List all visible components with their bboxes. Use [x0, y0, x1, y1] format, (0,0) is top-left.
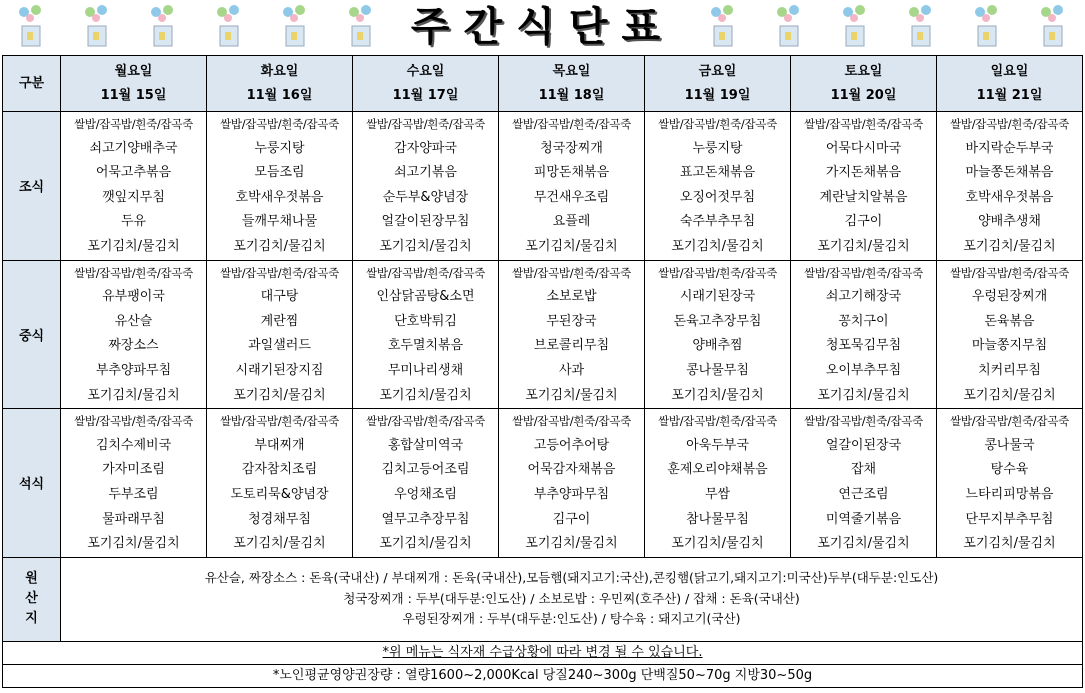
menu-item: 포기김치/물김치 — [817, 238, 910, 254]
dinner-row — [3, 409, 1083, 558]
menu-item: 콩나물국 — [984, 437, 1035, 453]
day-date: 11월 15일 — [100, 87, 167, 103]
menu-item: 시래기된장지짐 — [235, 362, 324, 378]
day-name: 화요일 — [260, 63, 299, 79]
menu-item: 쌀밥/잡곡밥/흰죽/잡곡죽 — [950, 414, 1069, 429]
day-header-thu — [499, 56, 645, 112]
menu-item: 부대찌개 — [254, 437, 305, 453]
menu-item: 쇠고기볶음 — [394, 165, 457, 181]
menu-item: 열무고추장무침 — [381, 511, 470, 527]
menu-item: 사과 — [558, 362, 585, 378]
menu-item: 표고돈채볶음 — [679, 165, 756, 181]
menu-item: 포기김치/물김치 — [87, 387, 180, 403]
menu-item: 양배추생채 — [978, 214, 1041, 230]
menu-item: 두부조림 — [108, 486, 159, 502]
menu-item: 꽁치구이 — [838, 313, 889, 329]
menu-item: 쌀밥/잡곡밥/흰죽/잡곡죽 — [658, 117, 777, 131]
flower-pot-icon — [772, 4, 806, 50]
menu-item: 쌀밥/잡곡밥/흰죽/잡곡죽 — [220, 414, 339, 429]
menu-item: 어묵다시마국 — [825, 140, 902, 156]
menu-item: 양배추찜 — [692, 338, 743, 354]
menu-item: 포기김치/물김치 — [671, 536, 764, 552]
menu-item: 포기김치/물김치 — [525, 387, 618, 403]
menu-item: 오이부추무침 — [825, 362, 902, 378]
menu-item: 김구이 — [552, 511, 591, 527]
menu-item: 포기김치/물김치 — [963, 238, 1056, 254]
menu-item: 쌀밥/잡곡밥/흰죽/잡곡죽 — [512, 414, 631, 429]
menu-item: 청국장찌개 — [540, 140, 603, 156]
menu-item: 순두부&양념장 — [382, 189, 469, 205]
meal-cell — [61, 409, 207, 558]
menu-item: 쌀밥/잡곡밥/흰죽/잡곡죽 — [366, 117, 485, 131]
menu-item: 돈육고추장무침 — [673, 313, 762, 329]
origin-content — [61, 557, 1083, 641]
meal-label: 중식 — [3, 260, 61, 409]
day-header-wed — [353, 56, 499, 112]
menu-item: 쌀밥/잡곡밥/흰죽/잡곡죽 — [804, 265, 923, 280]
menu-item: 콩나물무침 — [686, 362, 749, 378]
nutrition-row — [3, 664, 1083, 687]
menu-item: 대구탕 — [260, 289, 299, 305]
menu-item: 인삼닭곰탕&소면 — [376, 289, 475, 305]
menu-item: 요플레 — [552, 214, 591, 230]
menu-item: 홍합살미역국 — [387, 437, 464, 453]
menu-item: 두유 — [120, 214, 147, 230]
meal-cell — [353, 409, 499, 558]
meal-cell — [207, 112, 353, 261]
meal-cell — [791, 409, 937, 558]
menu-item: 계란찜 — [260, 313, 299, 329]
menu-item: 호두멸치볶음 — [387, 338, 464, 354]
menu-item: 무미나리생채 — [387, 362, 464, 378]
meal-cell — [645, 112, 791, 261]
origin-line: 청국장찌개 : 두부(대두분:인도산) / 소보로밥 : 우민찌(호주산) / 잡채 : 돈육(국내산) — [343, 590, 800, 606]
menu-item: 들깨무채나물 — [241, 214, 318, 230]
menu-item: 어묵고추볶음 — [95, 165, 172, 181]
day-name: 목요일 — [552, 63, 591, 79]
menu-item: 피망돈채볶음 — [533, 165, 610, 181]
menu-item: 포기김치/물김치 — [671, 387, 764, 403]
menu-item: 쌀밥/잡곡밥/흰죽/잡곡죽 — [74, 117, 193, 131]
menu-item: 감자참치조림 — [241, 462, 318, 478]
menu-item: 치커리무침 — [978, 362, 1041, 378]
menu-item: 김구이 — [844, 214, 883, 230]
menu-item: 물파래무침 — [102, 511, 165, 527]
menu-item: 가지돈채볶음 — [825, 165, 902, 181]
origin-label-text: 원산지 — [25, 571, 38, 627]
breakfast-row — [3, 112, 1083, 261]
menu-item: 돈육볶음 — [984, 313, 1035, 329]
menu-item: 쌀밥/잡곡밥/흰죽/잡곡죽 — [220, 117, 339, 131]
menu-item: 도토리묵&양념장 — [230, 486, 329, 502]
menu-item: 아욱두부국 — [686, 437, 749, 453]
menu-item: 과일샐러드 — [248, 338, 311, 354]
menu-item: 마늘쫑돈채볶음 — [965, 165, 1054, 181]
meal-cell — [937, 260, 1083, 409]
origin-row — [3, 557, 1083, 641]
menu-item: 유부팽이국 — [102, 289, 165, 305]
menu-item: 미역줄기볶음 — [825, 511, 902, 527]
menu-item: 훈제오리야채볶음 — [667, 462, 768, 478]
menu-item: 쌀밥/잡곡밥/흰죽/잡곡죽 — [950, 117, 1069, 131]
menu-item: 포기김치/물김치 — [233, 387, 326, 403]
nutrition-note: *노인평균영양권장량 : 열량1600~2,000Kcal 당질240~300g 단백질50~70g 지방30~50g — [3, 664, 1083, 687]
menu-item: 쌀밥/잡곡밥/흰죽/잡곡죽 — [512, 117, 631, 131]
menu-item: 포기김치/물김치 — [817, 536, 910, 552]
menu-item: 포기김치/물김치 — [379, 536, 472, 552]
menu-item: 포기김치/물김치 — [233, 238, 326, 254]
origin-label — [3, 557, 61, 641]
day-header-mon — [61, 56, 207, 112]
day-header-tue — [207, 56, 353, 112]
menu-item: 마늘쫑지무침 — [971, 338, 1048, 354]
menu-table — [2, 55, 1083, 688]
menu-item: 쌀밥/잡곡밥/흰죽/잡곡죽 — [366, 265, 485, 280]
menu-item: 깻잎지무침 — [102, 189, 165, 205]
menu-item: 포기김치/물김치 — [817, 387, 910, 403]
meal-cell — [61, 112, 207, 261]
menu-item: 계란날치알볶음 — [819, 189, 908, 205]
menu-item: 김치고등어조림 — [381, 462, 470, 478]
menu-item: 탕수육 — [990, 462, 1029, 478]
meal-cell — [791, 112, 937, 261]
menu-item: 단호박튀김 — [394, 313, 457, 329]
menu-item: 포기김치/물김치 — [963, 536, 1056, 552]
notice-row — [3, 641, 1083, 664]
menu-item: 무된장국 — [546, 313, 597, 329]
menu-item: 호박새우젓볶음 — [235, 189, 324, 205]
menu-item: 쌀밥/잡곡밥/흰죽/잡곡죽 — [74, 265, 193, 280]
menu-item: 포기김치/물김치 — [379, 387, 472, 403]
menu-item: 포기김치/물김치 — [671, 238, 764, 254]
menu-item: 무건새우조림 — [533, 189, 610, 205]
menu-item: 연근조림 — [838, 486, 889, 502]
meal-cell — [353, 260, 499, 409]
menu-item: 고등어추어탕 — [533, 437, 610, 453]
meal-cell — [791, 260, 937, 409]
menu-item: 시래기된장국 — [679, 289, 756, 305]
menu-item: 짜장소스 — [108, 338, 159, 354]
meal-cell — [645, 260, 791, 409]
menu-item: 청경채무침 — [248, 511, 311, 527]
meal-cell — [499, 409, 645, 558]
origin-line: 우렁된장찌개 : 두부(대두분:인도산) / 탕수육 : 돼지고기(국산) — [402, 611, 741, 627]
day-header-sat — [791, 56, 937, 112]
menu-item: 김치수제비국 — [95, 437, 172, 453]
menu-item: 포기김치/물김치 — [233, 536, 326, 552]
menu-item: 부추양파무침 — [533, 486, 610, 502]
menu-item: 누룽지탕 — [254, 140, 305, 156]
meal-cell — [937, 112, 1083, 261]
menu-item: 어묵감자채볶음 — [527, 462, 616, 478]
day-header-fri — [645, 56, 791, 112]
menu-item: 쌀밥/잡곡밥/흰죽/잡곡죽 — [658, 265, 777, 280]
meal-cell — [499, 260, 645, 409]
menu-item: 숙주부추무침 — [679, 214, 756, 230]
meal-cell — [207, 409, 353, 558]
day-name: 금요일 — [698, 63, 737, 79]
lunch-row — [3, 260, 1083, 409]
menu-item: 무쌈 — [704, 486, 731, 502]
day-date: 11월 19일 — [684, 87, 751, 103]
menu-item: 누룽지탕 — [692, 140, 743, 156]
title-banner — [0, 0, 1085, 54]
meal-cell — [61, 260, 207, 409]
meal-cell — [645, 409, 791, 558]
menu-item: 포기김치/물김치 — [525, 536, 618, 552]
menu-item: 잡채 — [850, 462, 877, 478]
day-date: 11월 17일 — [392, 87, 459, 103]
meal-cell — [207, 260, 353, 409]
menu-item: 포기김치/물김치 — [525, 238, 618, 254]
day-date: 11월 21일 — [976, 87, 1043, 103]
flower-pot-icon — [904, 4, 938, 50]
menu-item: 느타리피망볶음 — [965, 486, 1054, 502]
day-header-sun — [937, 56, 1083, 112]
header-row — [3, 56, 1083, 112]
menu-item: 포기김치/물김치 — [963, 387, 1056, 403]
day-date: 11월 18일 — [538, 87, 605, 103]
page-title: 주간식단표 — [410, 4, 675, 50]
flower-pot-icon — [838, 4, 872, 50]
menu-item: 쌀밥/잡곡밥/흰죽/잡곡죽 — [658, 414, 777, 429]
menu-item: 호박새우젓볶음 — [965, 189, 1054, 205]
menu-item: 얼갈이된장국 — [825, 437, 902, 453]
menu-item: 쌀밥/잡곡밥/흰죽/잡곡죽 — [366, 414, 485, 429]
menu-item: 바지락순두부국 — [965, 140, 1054, 156]
menu-item: 우엉채조림 — [394, 486, 457, 502]
day-name: 월요일 — [114, 63, 153, 79]
menu-item: 부추양파무침 — [95, 362, 172, 378]
meal-label: 조식 — [3, 112, 61, 261]
menu-item: 청포묵김무침 — [825, 338, 902, 354]
day-date: 11월 20일 — [830, 87, 897, 103]
meal-cell — [937, 409, 1083, 558]
menu-item: 우렁된장찌개 — [971, 289, 1048, 305]
menu-item: 쌀밥/잡곡밥/흰죽/잡곡죽 — [950, 265, 1069, 280]
day-name: 일요일 — [990, 63, 1029, 79]
menu-item: 브로콜리무침 — [533, 338, 610, 354]
menu-item: 포기김치/물김치 — [87, 238, 180, 254]
day-name: 수요일 — [406, 63, 445, 79]
flower-pot-icon — [706, 4, 740, 50]
menu-item: 쌀밥/잡곡밥/흰죽/잡곡죽 — [220, 265, 339, 280]
menu-item: 포기김치/물김치 — [87, 536, 180, 552]
day-date: 11월 16일 — [246, 87, 313, 103]
menu-item: 쇠고기해장국 — [825, 289, 902, 305]
category-header: 구분 — [3, 56, 61, 112]
menu-item: 감자양파국 — [394, 140, 457, 156]
flower-pot-icon — [1036, 4, 1070, 50]
menu-item: 소보로밥 — [546, 289, 597, 305]
menu-item: 쌀밥/잡곡밥/흰죽/잡곡죽 — [804, 414, 923, 429]
origin-line: 유산슬, 짜장소스 : 돈육(국내산) / 부대찌개 : 돈육(국내산),모듬햄(돼지고기:국산),콘킹햄(닭고기,돼지고기:미국산)두부(대두분:인도산) — [204, 570, 939, 586]
meal-label: 석식 — [3, 409, 61, 558]
menu-item: 참나물무침 — [686, 511, 749, 527]
flower-pot-icon — [970, 4, 1004, 50]
menu-item: 쌀밥/잡곡밥/흰죽/잡곡죽 — [512, 265, 631, 280]
menu-item: 오징어젓무침 — [679, 189, 756, 205]
menu-item: 얼갈이된장무침 — [381, 214, 470, 230]
menu-item: 가자미조림 — [102, 462, 165, 478]
menu-item: 포기김치/물김치 — [379, 238, 472, 254]
menu-item: 모듬조림 — [254, 165, 305, 181]
menu-item: 쇠고기양배추국 — [89, 140, 178, 156]
meal-cell — [499, 112, 645, 261]
menu-item: 단무지부추무침 — [965, 511, 1054, 527]
day-name: 토요일 — [844, 63, 883, 79]
menu-item: 쌀밥/잡곡밥/흰죽/잡곡죽 — [74, 414, 193, 429]
menu-item: 유산슬 — [114, 313, 153, 329]
menu-item: 쌀밥/잡곡밥/흰죽/잡곡죽 — [804, 117, 923, 131]
meal-cell — [353, 112, 499, 261]
change-notice: *위 메뉴는 식자재 수급상황에 따라 변경 될 수 있습니다. — [3, 641, 1083, 664]
